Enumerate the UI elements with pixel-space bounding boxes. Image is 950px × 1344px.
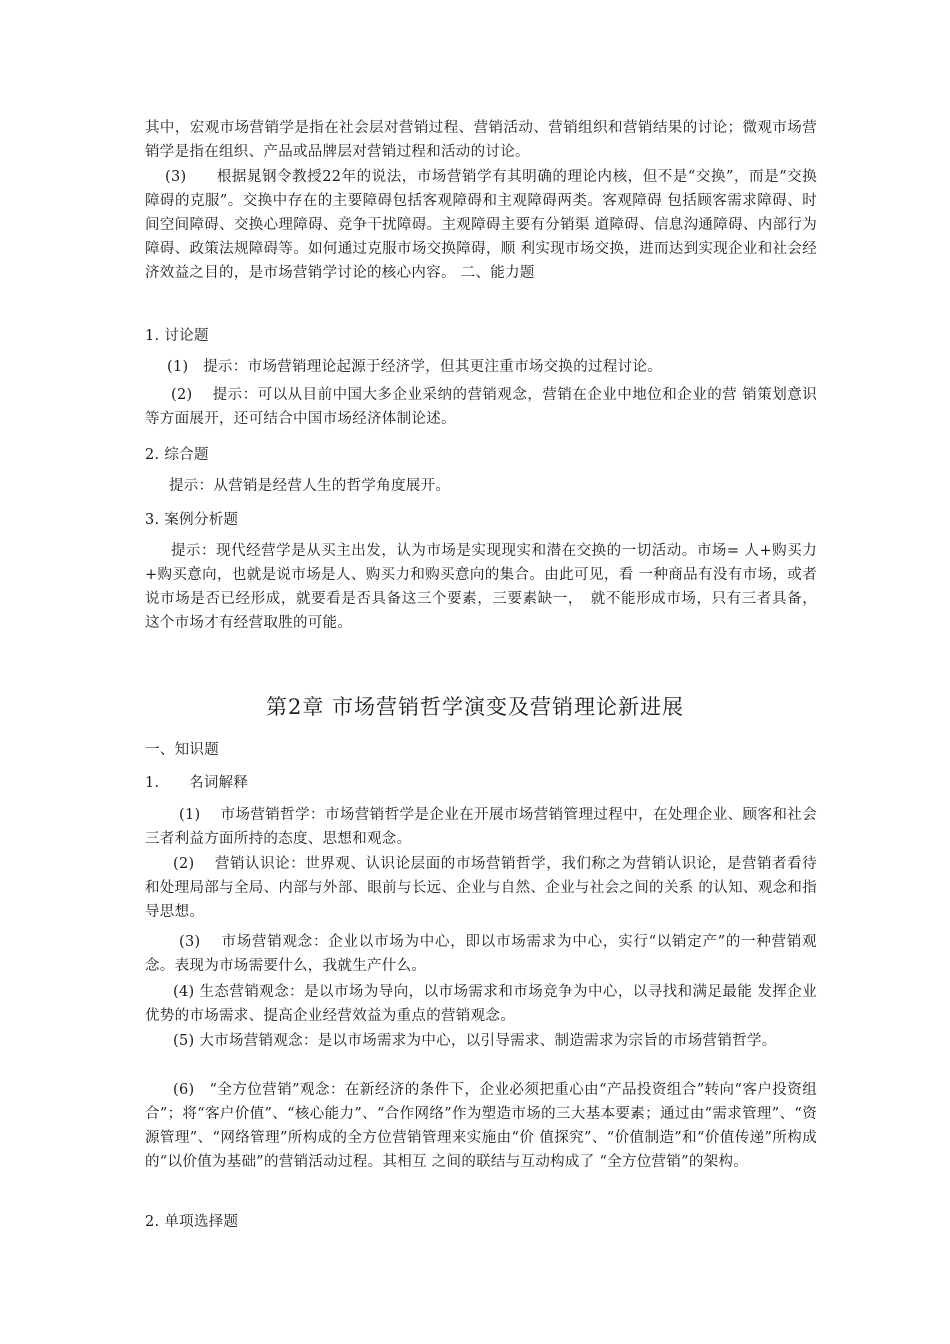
definition-2: (2) 营销认识论：世界观、认识论层面的市场营销哲学，我们称之为营销认识论，是营销者看待和处理局部与全局、内部与外部、眼前与长远、企业与自然、企业与社会之间的关系 的认知、观念和指导思想。 bbox=[145, 856, 817, 920]
term-explanation-title: 1. 名词解释 bbox=[145, 775, 249, 791]
definition-1: (1) 市场营销哲学：市场营销哲学是企业在开展市场营销管理过程中，在处理企业、顾客和社会三者利益方面所持的态度、思想和观念。 bbox=[145, 807, 817, 847]
case-analysis-hint: 提示：现代经营学是从买主出发，认为市场是实现现实和潜在交换的一切活动。市场= 人+购买力+购买意向，也就是说市场是人、购买力和购买意向的集合。由此可见，看 一种商品有没有市场，或者说市场是否已经形成，就要看是否具备这三个要素，三要素缺一， 就不能形成市场，只有三者具备，这个市场才有经营取胜的可能。 bbox=[145, 543, 817, 631]
definition-4: (4) 生态营销观念：是以市场为导向，以市场需求和市场竞争为中心，以寻找和满足最能 发挥企业优势的市场需求、提高企业经营效益为重点的营销观念。 bbox=[145, 984, 817, 1024]
intro-paragraph-1: 其中，宏观市场营销学是指在社会层对营销过程、营销活动、营销组织和营销结果的讨论；微观市场营销学是指在组织、产品或品牌层对营销过程和活动的讨论。 bbox=[145, 120, 817, 160]
chapter-title: 第2章 市场营销哲学演变及营销理论新进展 bbox=[265, 695, 685, 719]
section-comprehensive-title: 2. 综合题 bbox=[145, 447, 209, 463]
comprehensive-hint: 提示：从营销是经营人生的哲学角度展开。 bbox=[169, 478, 451, 494]
discussion-hint-2: (2) 提示：可以从目前中国大多企业采纳的营销观念，营销在企业中地位和企业的营 销策划意识等方面展开，还可结合中国市场经济体制论述。 bbox=[145, 387, 817, 427]
section-case-analysis-title: 3. 案例分析题 bbox=[145, 512, 239, 528]
definition-5: (5) 大市场营销观念：是以市场需求为中心，以引导需求、制造需求为宗旨的市场营销哲学。 bbox=[173, 1033, 777, 1049]
section-discussion-title: 1. 讨论题 bbox=[145, 328, 209, 344]
intro-paragraph-2: (3) 根据晁钢令教授22年的说法，市场营销学有其明确的理论内核，但不是“交换”，而是“交换障碍的克服”。交换中存在的主要障碍包括客观障碍和主观障碍两类。客观障碍 包括顾客需求障碍、时间空间障碍、交换心理障碍、竞争干扰障碍。主观障碍主要有分销渠 道障碍、信息沟通障碍、内部行为障碍、政策法规障碍等。如何通过克服市场交换障碍，顺 利实现市场交换，进而达到实现企业和社会经济效益之目的，是市场营销学讨论的核心内容。 二、能力题 bbox=[145, 169, 817, 281]
definition-3: (3) 市场营销观念：企业以市场为中心，即以市场需求为中心，实行“以销定产”的一种营销观念。表现为市场需要什么，我就生产什么。 bbox=[145, 934, 817, 974]
discussion-hint-1: (1) 提示：市场营销理论起源于经济学，但其更注重市场交换的过程讨论。 bbox=[167, 359, 663, 375]
definition-6: (6) “全方位营销”观念：在新经济的条件下，企业必须把重心由“产品投资组合”转向“客户投资组合”；将“客户价值”、“核心能力”、“合作网络”作为塑造市场的三大基本要素；通过由“需求管理”、“资源管理”、“网络管理”所构成的全方位营销管理来实施由“价 值探究”、“价值制造”和“价值传递”所构成的“以价值为基础”的营销活动过程。其相互 之间的联结与互动构成了 “全方位营销”的架构。 bbox=[145, 1082, 817, 1170]
part-knowledge-title: 一、知识题 bbox=[145, 742, 219, 758]
single-choice-title: 2. 单项选择题 bbox=[145, 1214, 239, 1230]
